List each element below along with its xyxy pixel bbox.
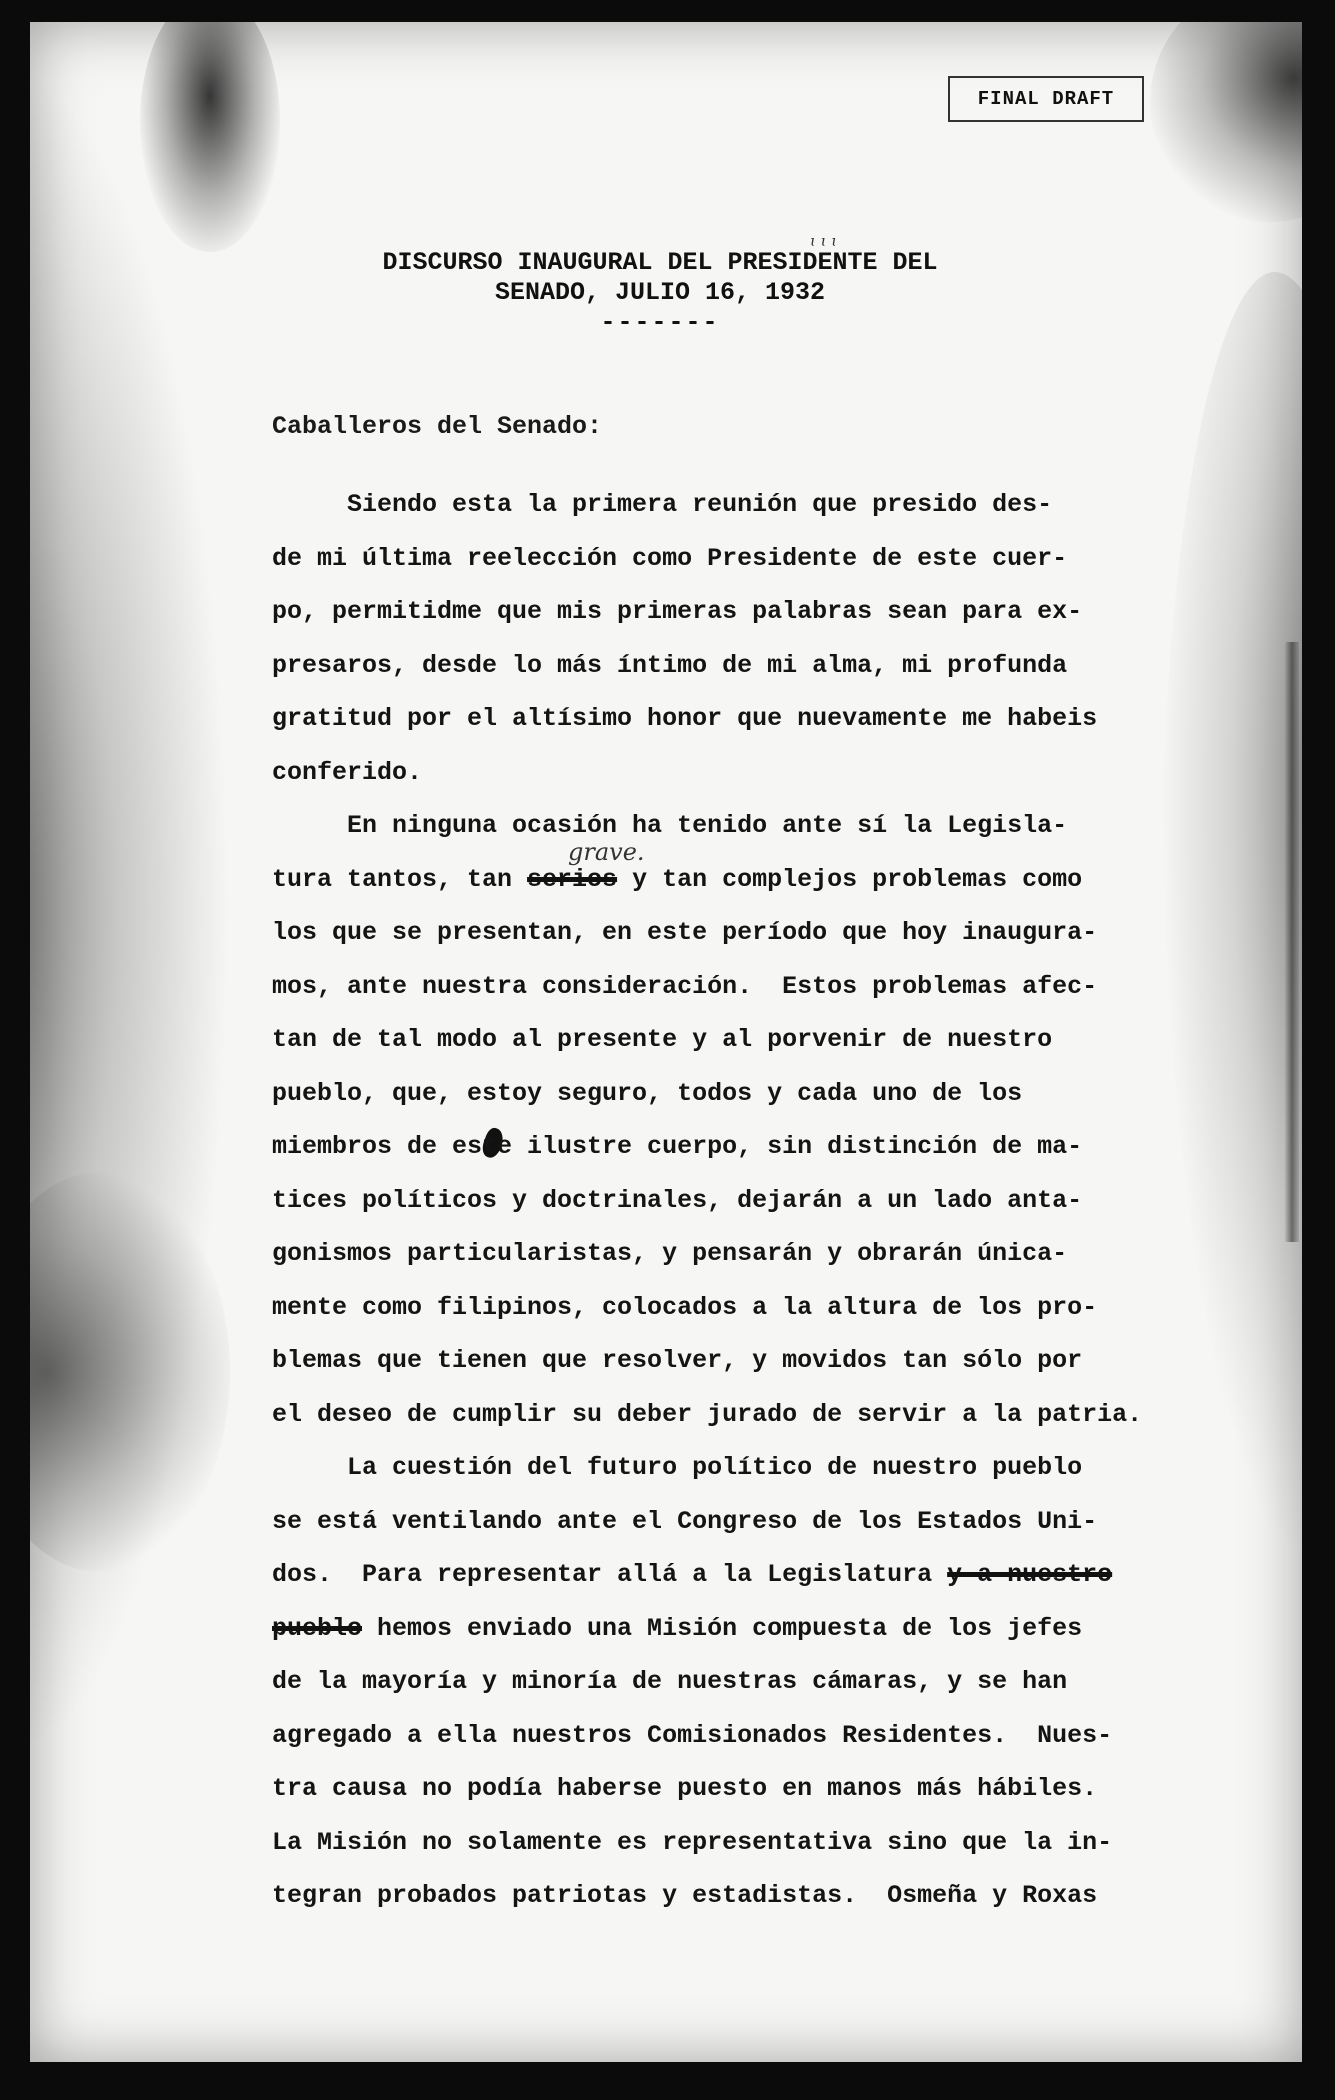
text-fragment: y tan complejos problemas como — [617, 864, 1083, 894]
heading-underline: ------- — [600, 308, 720, 337]
text-line: tegran probados patriotas y estadistas. Osmeña y Roxas — [272, 1881, 1098, 1910]
left-edge-stain — [30, 62, 230, 1762]
text-line: po, permitidme que mis primeras palabras sean para ex- — [272, 597, 1083, 626]
text-line: En ninguna ocasión ha tenido ante sí la Legisla- — [272, 811, 1068, 840]
handwritten-gloss: grave. — [568, 838, 645, 866]
text-line: Siendo esta la primera reunión que presido des- — [272, 490, 1053, 519]
text-line: tices políticos y doctrinales, dejarán a un lado anta- — [272, 1185, 1083, 1215]
struck-word: serios — [527, 864, 618, 894]
text-line: se está ventilando ante el Congreso de los Estados Uni- — [272, 1506, 1098, 1536]
struck-phrase: y a nuestro — [947, 1560, 1113, 1589]
heading-line-1: DISCURSO INAUGURAL DEL PRESIDENTE DEL — [382, 248, 938, 277]
text-line: mente como filipinos, colocados a la altura de los pro- — [272, 1292, 1098, 1322]
top-left-stain — [140, 22, 280, 252]
text-line: presaros, desde lo más íntimo de mi alma, mi profunda — [272, 650, 1068, 680]
text-line: el deseo de cumplir su deber jurado de servir a la patria. — [272, 1399, 1143, 1429]
text-line: miembros de este ilustre cuerpo, sin distinción de ma- — [272, 1132, 1083, 1161]
text-line-with-strike — [272, 1548, 1232, 1602]
text-line-with-strike — [272, 853, 1232, 907]
lower-left-stain — [30, 1172, 230, 1572]
text-line: los que se presentan, en este período que hoy inaugura- — [272, 918, 1098, 947]
text-line: agregado a ella nuestros Comisionados Residentes. Nues- — [272, 1720, 1113, 1750]
handwritten-insertion-mark: ɩ ɩ ɩ — [810, 232, 838, 250]
text-line: mos, ante nuestra consideración. Estos problemas afec- — [272, 971, 1098, 1001]
top-right-stain — [1150, 22, 1302, 222]
text-line: de mi última reelección como Presidente de este cuer- — [272, 543, 1068, 573]
final-draft-stamp: FINAL DRAFT — [948, 76, 1144, 122]
heading-line-2: SENADO, JULIO 16, 1932 — [494, 278, 826, 307]
text-line: de la mayoría y minoría de nuestras cámaras, y se han — [272, 1667, 1068, 1696]
text-line: La cuestión del futuro político de nuestro pueblo — [272, 1453, 1083, 1482]
text-line: gratitud por el altísimo honor que nuevamente me habeis — [272, 704, 1098, 733]
letter-body — [272, 478, 1232, 1923]
page-fold-shadow — [1285, 642, 1299, 1242]
text-line: conferido. — [272, 757, 423, 787]
text-fragment: dos. Para representar allá a la Legislatura — [272, 1560, 948, 1589]
text-line: gonismos particularistas, y pensarán y obrarán única- — [272, 1239, 1068, 1268]
text-line: blemas que tienen que resolver, y movidos tan sólo por — [272, 1346, 1083, 1375]
text-line: tan de tal modo al presente y al porvenir de nuestro — [272, 1025, 1053, 1054]
document-heading — [280, 248, 1040, 338]
text-line: La Misión no solamente es representativa sino que la in- — [272, 1827, 1113, 1857]
text-line-with-strike — [272, 1602, 1232, 1656]
struck-word: pueblo — [272, 1613, 363, 1643]
text-line: tra causa no podía haberse puesto en manos más hábiles. — [272, 1774, 1098, 1803]
text-fragment: hemos enviado una Misión compuesta de los jefes — [362, 1613, 1083, 1643]
salutation: Caballeros del Senado: — [272, 412, 603, 441]
text-line: pueblo, que, estoy seguro, todos y cada uno de los — [272, 1078, 1023, 1108]
text-fragment: tura tantos, tan — [272, 864, 528, 894]
